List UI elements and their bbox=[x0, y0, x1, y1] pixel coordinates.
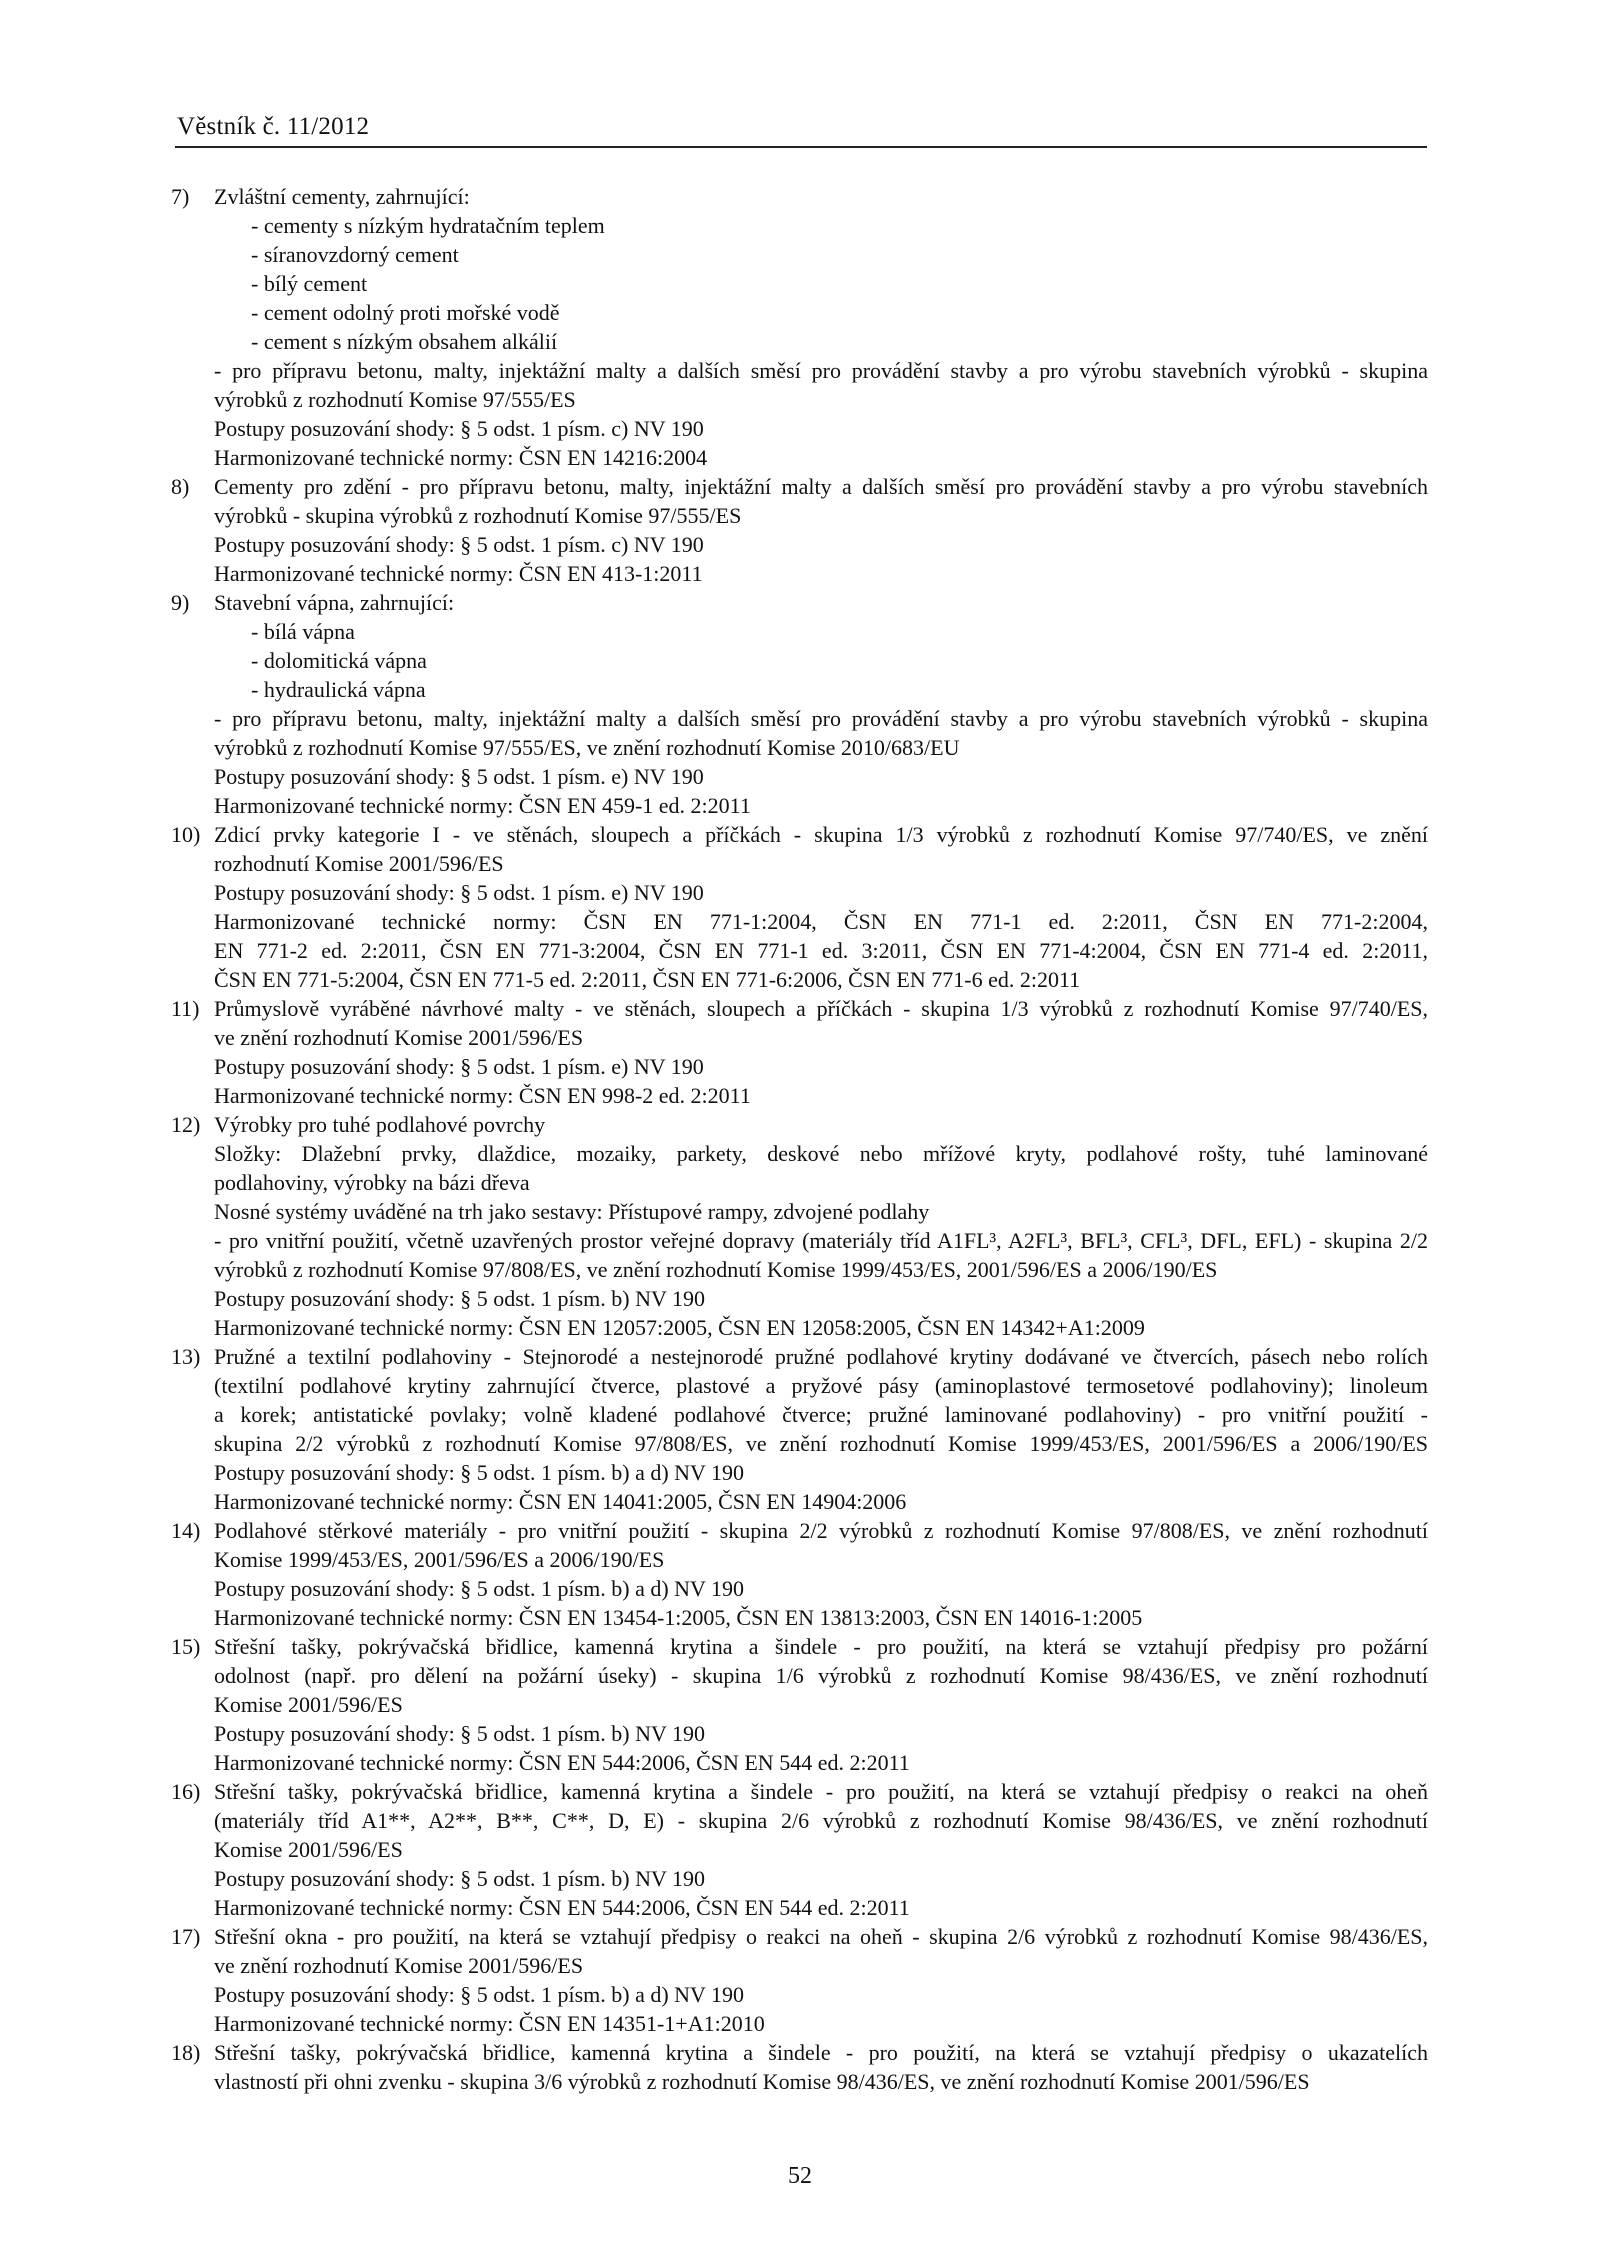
text-line: Harmonizované technické normy: ČSN EN 459-1 ed. 2:2011 bbox=[214, 793, 751, 818]
list-item bbox=[171, 1110, 1428, 1342]
text-line: výrobků z rozhodnutí Komise 97/555/ES bbox=[214, 387, 576, 412]
text-line: ve znění rozhodnutí Komise 2001/596/ES bbox=[214, 1953, 584, 1978]
text-line: - pro vnitřní použití, včetně uzavřených prostor veřejné dopravy (materiály tříd A1FL³, A2FL³, BFL³, CFL³, DFL, EFL) - skupina 2/2 bbox=[214, 1228, 1428, 1253]
list-item bbox=[171, 994, 1428, 1110]
list-item bbox=[171, 1516, 1428, 1632]
bullet-line: - cement odolný proti mořské vodě bbox=[251, 300, 560, 325]
bullet-line: - cement s nízkým obsahem alkálií bbox=[251, 329, 558, 354]
bullet-line: - síranovzdorný cement bbox=[251, 242, 459, 267]
text-line: ve znění rozhodnutí Komise 2001/596/ES bbox=[214, 1025, 584, 1050]
list-item-number: 13) bbox=[171, 1344, 201, 1369]
text-line: Harmonizované technické normy: ČSN EN 413-1:2011 bbox=[214, 561, 703, 586]
text-line: výrobků - skupina výrobků z rozhodnutí Komise 97/555/ES bbox=[214, 503, 742, 528]
list-item-body bbox=[214, 182, 1428, 472]
text-line: Stavební vápna, zahrnující: bbox=[214, 590, 455, 615]
text-line: Zvláštní cementy, zahrnující: bbox=[214, 184, 470, 209]
list-item-body bbox=[214, 1342, 1428, 1516]
text-line: Postupy posuzování shody: § 5 odst. 1 písm. e) NV 190 bbox=[214, 880, 704, 905]
list-item bbox=[171, 1777, 1428, 1922]
text-line: Pružné a textilní podlahoviny - Stejnorodé a nestejnorodé pružné podlahové krytiny dodávané ve čtvercích, pásech nebo rolích bbox=[214, 1344, 1428, 1369]
list-item-body bbox=[214, 1922, 1428, 2038]
text-line: Podlahové stěrkové materiály - pro vnitřní použití - skupina 2/2 výrobků z rozhodnutí Komise 97/808/ES, ve znění rozhodnutí bbox=[214, 1518, 1428, 1543]
text-line: Střešní tašky, pokrývačská břidlice, kamenná krytina a šindele - pro použití, na která se vztahují předpisy o ukazatelích bbox=[214, 2040, 1428, 2065]
text-line: ČSN EN 771-5:2004, ČSN EN 771-5 ed. 2:2011, ČSN EN 771-6:2006, ČSN EN 771-6 ed. 2:2011 bbox=[214, 967, 1081, 992]
bullet-line: - dolomitická vápna bbox=[251, 648, 427, 673]
text-line: rozhodnutí Komise 2001/596/ES bbox=[214, 851, 504, 876]
document-body bbox=[171, 182, 1428, 2096]
text-line: Harmonizované technické normy: ČSN EN 998-2 ed. 2:2011 bbox=[214, 1083, 751, 1108]
text-line: Zdicí prvky kategorie I - ve stěnách, sloupech a příčkách - skupina 1/3 výrobků z rozhodnutí Komise 97/740/ES, ve znění bbox=[214, 822, 1428, 847]
list-item-body bbox=[214, 820, 1428, 994]
list-item-number: 17) bbox=[171, 1924, 201, 1949]
text-line: Průmyslově vyráběné návrhové malty - ve stěnách, sloupech a příčkách - skupina 1/3 výrobků z rozhodnutí Komise 97/740/ES, bbox=[214, 996, 1428, 1021]
header-divider bbox=[175, 146, 1427, 148]
page-number: 52 bbox=[788, 2163, 812, 2189]
text-line: (materiály tříd A1**, A2**, B**, C**, D, E) - skupina 2/6 výrobků z rozhodnutí Komise 98/436/ES, ve znění rozhodnutí bbox=[214, 1808, 1428, 1833]
text-line: - pro přípravu betonu, malty, injektážní malty a dalších směsí pro provádění stavby a pro výrobu stavebních výrobků - skupina bbox=[214, 706, 1428, 731]
bullet-line: - bílý cement bbox=[251, 271, 368, 296]
text-line: Komise 1999/453/ES, 2001/596/ES a 2006/190/ES bbox=[214, 1547, 665, 1572]
text-line: odolnost (např. pro dělení na požární úseky) - skupina 1/6 výrobků z rozhodnutí Komise 98/436/ES, ve znění rozhodnutí bbox=[214, 1663, 1428, 1688]
text-line: Harmonizované technické normy: ČSN EN 14216:2004 bbox=[214, 445, 708, 470]
text-line: Harmonizované technické normy: ČSN EN 771-1:2004, ČSN EN 771-1 ed. 2:2011, ČSN EN 771-2:2004, bbox=[214, 909, 1428, 934]
text-line: Složky: Dlažební prvky, dlaždice, mozaiky, parkety, deskové nebo mřížové kryty, podlahové rošty, tuhé laminované bbox=[214, 1141, 1428, 1166]
text-line: Harmonizované technické normy: ČSN EN 544:2006, ČSN EN 544 ed. 2:2011 bbox=[214, 1895, 910, 1920]
text-line: výrobků z rozhodnutí Komise 97/808/ES, ve znění rozhodnutí Komise 1999/453/ES, 2001/596/ES a 2006/190/ES bbox=[214, 1257, 1218, 1282]
text-line: Postupy posuzování shody: § 5 odst. 1 písm. b) a d) NV 190 bbox=[214, 1982, 745, 2007]
text-line: podlahoviny, výrobky na bázi dřeva bbox=[214, 1170, 530, 1195]
text-line: Harmonizované technické normy: ČSN EN 14351-1+A1:2010 bbox=[214, 2011, 765, 2036]
list-item-body bbox=[214, 1110, 1428, 1342]
text-line: Střešní tašky, pokrývačská břidlice, kamenná krytina a šindele - pro použití, na která se vztahují předpisy pro požární bbox=[214, 1634, 1428, 1659]
bullet-line: - cementy s nízkým hydratačním teplem bbox=[251, 213, 605, 238]
text-line: Střešní okna - pro použití, na která se vztahují předpisy o reakci na oheň - skupina 2/6 výrobků z rozhodnutí Komise 98/436/ES, bbox=[214, 1924, 1428, 1949]
list-item-body bbox=[214, 994, 1428, 1110]
list-item-number: 10) bbox=[171, 822, 201, 847]
text-line: Komise 2001/596/ES bbox=[214, 1692, 403, 1717]
list-item bbox=[171, 1342, 1428, 1516]
text-line: skupina 2/2 výrobků z rozhodnutí Komise 97/808/ES, ve znění rozhodnutí Komise 1999/453/ES, 2001/596/ES a 2006/190/ES bbox=[214, 1431, 1428, 1456]
text-line: Postupy posuzování shody: § 5 odst. 1 písm. b) NV 190 bbox=[214, 1286, 705, 1311]
list-item bbox=[171, 2038, 1428, 2096]
list-item-number: 11) bbox=[171, 996, 200, 1021]
text-line: EN 771-2 ed. 2:2011, ČSN EN 771-3:2004, ČSN EN 771-1 ed. 3:2011, ČSN EN 771-4:2004, ČSN EN 771-4 ed. 2:2011, bbox=[214, 938, 1428, 963]
text-line: Postupy posuzování shody: § 5 odst. 1 písm. b) NV 190 bbox=[214, 1721, 705, 1746]
list-item-number: 15) bbox=[171, 1634, 201, 1659]
text-line: Harmonizované technické normy: ČSN EN 13454-1:2005, ČSN EN 13813:2003, ČSN EN 14016-1:2005 bbox=[214, 1605, 1143, 1630]
list-item-number: 18) bbox=[171, 2040, 201, 2065]
text-line: Střešní tašky, pokrývačská břidlice, kamenná krytina a šindele - pro použití, na která se vztahují předpisy o reakci na oheň bbox=[214, 1779, 1428, 1804]
text-line: Postupy posuzování shody: § 5 odst. 1 písm. e) NV 190 bbox=[214, 1054, 704, 1079]
text-line: Postupy posuzování shody: § 5 odst. 1 písm. c) NV 190 bbox=[214, 416, 704, 441]
text-line: Postupy posuzování shody: § 5 odst. 1 písm. e) NV 190 bbox=[214, 764, 704, 789]
text-line: (textilní podlahové krytiny zahrnující čtverce, plastové a pryžové pásy (aminoplastové termosetové podlahoviny); linoleum bbox=[214, 1373, 1428, 1398]
text-line: Postupy posuzování shody: § 5 odst. 1 písm. b) a d) NV 190 bbox=[214, 1460, 745, 1485]
list-item bbox=[171, 820, 1428, 994]
text-line: Postupy posuzování shody: § 5 odst. 1 písm. c) NV 190 bbox=[214, 532, 704, 557]
text-line: Postupy posuzování shody: § 5 odst. 1 písm. b) a d) NV 190 bbox=[214, 1576, 745, 1601]
text-line: Komise 2001/596/ES bbox=[214, 1837, 403, 1862]
text-line: Harmonizované technické normy: ČSN EN 544:2006, ČSN EN 544 ed. 2:2011 bbox=[214, 1750, 910, 1775]
text-line: Nosné systémy uváděné na trh jako sestavy: Přístupové rampy, zdvojené podlahy bbox=[214, 1199, 930, 1224]
list-item-number: 9) bbox=[171, 590, 190, 615]
list-item-body bbox=[214, 1632, 1428, 1777]
list-item bbox=[171, 182, 1428, 472]
list-item-body bbox=[214, 1777, 1428, 1922]
list-item-number: 16) bbox=[171, 1779, 201, 1804]
list-item bbox=[171, 588, 1428, 820]
text-line: Harmonizované technické normy: ČSN EN 12057:2005, ČSN EN 12058:2005, ČSN EN 14342+A1:2009 bbox=[214, 1315, 1145, 1340]
list-item bbox=[171, 472, 1428, 588]
list-item-body bbox=[214, 2038, 1428, 2096]
text-line: a korek; antistatické povlaky; volně kladené podlahové čtverce; pružné laminované podlahoviny) - pro vnitřní použití - bbox=[214, 1402, 1428, 1427]
list-item-number: 8) bbox=[171, 474, 190, 499]
text-line: Cementy pro zdění - pro přípravu betonu, malty, injektážní malty a dalších směsí pro provádění stavby a pro výrobu stavebních bbox=[214, 474, 1428, 499]
text-line: výrobků z rozhodnutí Komise 97/555/ES, ve znění rozhodnutí Komise 2010/683/EU bbox=[214, 735, 960, 760]
text-line: Výrobky pro tuhé podlahové povrchy bbox=[214, 1112, 546, 1137]
list-item bbox=[171, 1922, 1428, 2038]
text-line: Postupy posuzování shody: § 5 odst. 1 písm. b) NV 190 bbox=[214, 1866, 705, 1891]
list-item bbox=[171, 1632, 1428, 1777]
page-header-title: Věstník č. 11/2012 bbox=[177, 113, 370, 140]
list-item-number: 12) bbox=[171, 1112, 201, 1137]
bullet-line: - hydraulická vápna bbox=[251, 677, 426, 702]
text-line: vlastností při ohni zvenku - skupina 3/6 výrobků z rozhodnutí Komise 98/436/ES, ve znění rozhodnutí Komise 2001/596/ES bbox=[214, 2069, 1310, 2094]
text-line: - pro přípravu betonu, malty, injektážní malty a dalších směsí pro provádění stavby a pro výrobu stavebních výrobků - skupina bbox=[214, 358, 1428, 383]
list-item-body bbox=[214, 472, 1428, 588]
list-item-number: 7) bbox=[171, 184, 190, 209]
list-item-number: 14) bbox=[171, 1518, 201, 1543]
list-item-body bbox=[214, 1516, 1428, 1632]
list-item-body bbox=[214, 588, 1428, 820]
bullet-line: - bílá vápna bbox=[251, 619, 355, 644]
text-line: Harmonizované technické normy: ČSN EN 14041:2005, ČSN EN 14904:2006 bbox=[214, 1489, 907, 1514]
